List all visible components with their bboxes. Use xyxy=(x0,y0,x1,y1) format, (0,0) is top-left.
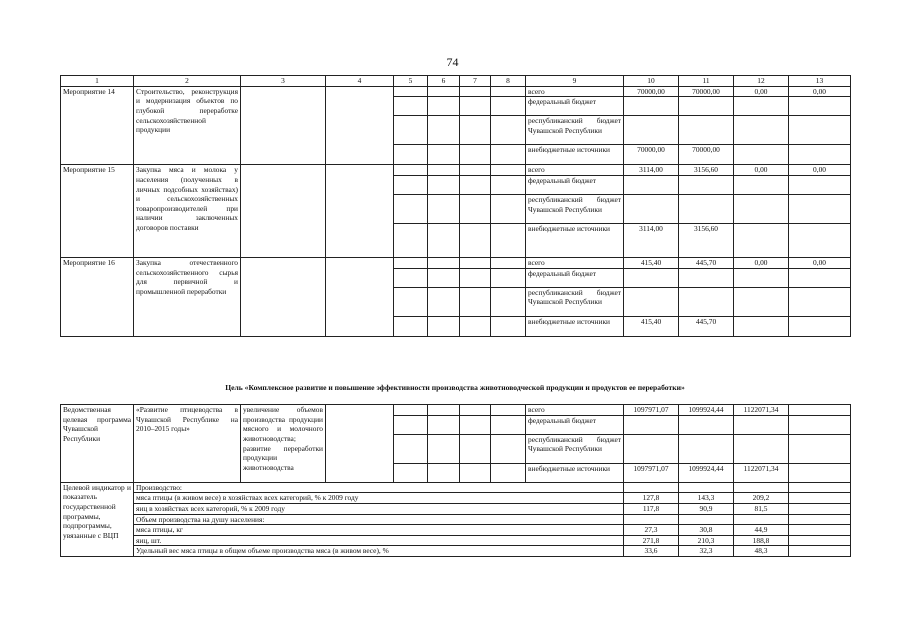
source-federal: федеральный бюджет xyxy=(526,97,624,116)
value: 1099924,44 xyxy=(679,405,734,416)
col-header: 1 xyxy=(61,76,134,87)
value: 48,3 xyxy=(734,546,789,557)
value: 445,70 xyxy=(679,316,734,336)
value: 33,6 xyxy=(624,546,679,557)
col-header: 3 xyxy=(241,76,326,87)
value: 3114,00 xyxy=(624,223,679,257)
value: 30,8 xyxy=(679,525,734,536)
source-federal: федеральный бюджет xyxy=(526,415,624,434)
source-republic: республиканский бюджет Чувашской Республики xyxy=(526,287,624,316)
indicator-label: Производство: xyxy=(134,482,624,493)
table-row xyxy=(61,405,851,416)
value xyxy=(679,482,734,493)
measure-name: Мероприятие 14 xyxy=(61,86,134,165)
value: 1097971,07 xyxy=(624,463,679,482)
value: 3114,00 xyxy=(624,165,679,176)
value: 415,40 xyxy=(624,257,679,268)
indicator-name: Целевой индикатор и показатель государственной программы, подпрограммы, увязанные с ВЦП xyxy=(61,482,134,556)
measure-name: Мероприятие 16 xyxy=(61,257,134,336)
source-federal: федеральный бюджет xyxy=(526,268,624,287)
value: 3156,60 xyxy=(679,223,734,257)
indicator-label: Удельный вес мяса птицы в общем объеме производства мяса (в живом весе), % xyxy=(134,546,624,557)
col-header: 6 xyxy=(428,76,460,87)
value: 1099924,44 xyxy=(679,463,734,482)
value: 209,2 xyxy=(734,493,789,504)
source-extra: внебюджетные источники xyxy=(526,145,624,165)
indicator-row xyxy=(61,535,851,546)
col-header: 8 xyxy=(491,76,526,87)
indicator-label: мяса птицы, кг xyxy=(134,525,624,536)
value: 1122071,34 xyxy=(734,463,789,482)
program-description: увеличение объемов производства продукции мясного и молочного животноводства; развитие переработки продукции животноводства xyxy=(241,405,326,483)
indicator-row xyxy=(61,525,851,536)
indicator-row xyxy=(61,546,851,557)
indicator-label: яиц, шт. xyxy=(134,535,624,546)
col-header: 9 xyxy=(526,76,624,87)
measure-title: Строительство, реконструкция и модернизация объектов по глубокой переработке сельскохозяйственной продукции xyxy=(134,86,241,165)
value xyxy=(734,514,789,525)
col-header: 12 xyxy=(734,76,789,87)
value: 0,00 xyxy=(734,86,789,97)
value: 188,8 xyxy=(734,535,789,546)
measure-title: Закупка отечественного сельскохозяйственного сырья для первичной и промышленной переработки xyxy=(134,257,241,336)
value: 27,3 xyxy=(624,525,679,536)
page-number: 74 xyxy=(446,55,459,69)
value: 445,70 xyxy=(679,257,734,268)
measure-name: Мероприятие 15 xyxy=(61,165,134,258)
source-republic: республиканский бюджет Чувашской Республики xyxy=(526,116,624,145)
source-total: всего xyxy=(526,86,624,97)
indicator-label: Объем производства на душу населения: xyxy=(134,514,624,525)
source-total: всего xyxy=(526,165,624,176)
value xyxy=(624,514,679,525)
source-extra: внебюджетные источники xyxy=(526,463,624,482)
value: 44,9 xyxy=(734,525,789,536)
table-row xyxy=(61,86,851,97)
source-republic: республиканский бюджет Чувашской Республики xyxy=(526,434,624,463)
value: 81,5 xyxy=(734,503,789,514)
col-header: 11 xyxy=(679,76,734,87)
table-row xyxy=(61,257,851,268)
value: 0,00 xyxy=(789,86,851,97)
indicator-label: мяса птицы (в живом весе) в хозяйствах всех категорий, % к 2009 году xyxy=(134,493,624,504)
value: 90,9 xyxy=(679,503,734,514)
source-total: всего xyxy=(526,257,624,268)
value: 210,3 xyxy=(679,535,734,546)
indicator-row xyxy=(61,503,851,514)
value: 3156,60 xyxy=(679,165,734,176)
value: 415,40 xyxy=(624,316,679,336)
value: 0,00 xyxy=(789,165,851,176)
col-header: 4 xyxy=(326,76,394,87)
value: 1122071,34 xyxy=(734,405,789,416)
measure-title: Закупка мяса и молока у населения (полученных в личных подсобных хозяйствах) и сельскохозяйственных товаропроизводителей при наличии заключенных договоров поставки xyxy=(134,165,241,258)
value: 32,3 xyxy=(679,546,734,557)
program-table xyxy=(60,404,851,557)
goal-heading: Цель «Комплексное развитие и повышение эффективности производства животноводческой продукции и продуктов ее переработки» xyxy=(225,383,685,392)
col-header: 10 xyxy=(624,76,679,87)
source-republic: республиканский бюджет Чувашской Республики xyxy=(526,194,624,223)
source-federal: федеральный бюджет xyxy=(526,175,624,194)
value: 70000,00 xyxy=(624,145,679,165)
header-row xyxy=(61,76,851,87)
table-row xyxy=(61,165,851,176)
program-name: Ведомственная целевая программа Чувашской Республики xyxy=(61,405,134,483)
value: 0,00 xyxy=(734,257,789,268)
indicator-row xyxy=(61,514,851,525)
col-header: 5 xyxy=(394,76,428,87)
col-header: 13 xyxy=(789,76,851,87)
source-total: всего xyxy=(526,405,624,416)
col-header: 2 xyxy=(134,76,241,87)
value: 70000,00 xyxy=(624,86,679,97)
budget-table xyxy=(60,75,851,337)
value: 70000,00 xyxy=(679,86,734,97)
value: 0,00 xyxy=(789,257,851,268)
indicator-label: яиц в хозяйствах всех категорий, % к 2009 году xyxy=(134,503,624,514)
value: 143,3 xyxy=(679,493,734,504)
value: 0,00 xyxy=(734,165,789,176)
value xyxy=(734,482,789,493)
value: 1097971,07 xyxy=(624,405,679,416)
value: 127,8 xyxy=(624,493,679,504)
program-title: «Развитие птицеводства в Чувашской Республике на 2010–2015 годы» xyxy=(134,405,241,483)
indicator-row xyxy=(61,493,851,504)
value: 70000,00 xyxy=(679,145,734,165)
value xyxy=(624,482,679,493)
source-extra: внебюджетные источники xyxy=(526,316,624,336)
indicator-row xyxy=(61,482,851,493)
value xyxy=(679,514,734,525)
col-header: 7 xyxy=(460,76,491,87)
value: 271,8 xyxy=(624,535,679,546)
value: 117,8 xyxy=(624,503,679,514)
source-extra: внебюджетные источники xyxy=(526,223,624,257)
